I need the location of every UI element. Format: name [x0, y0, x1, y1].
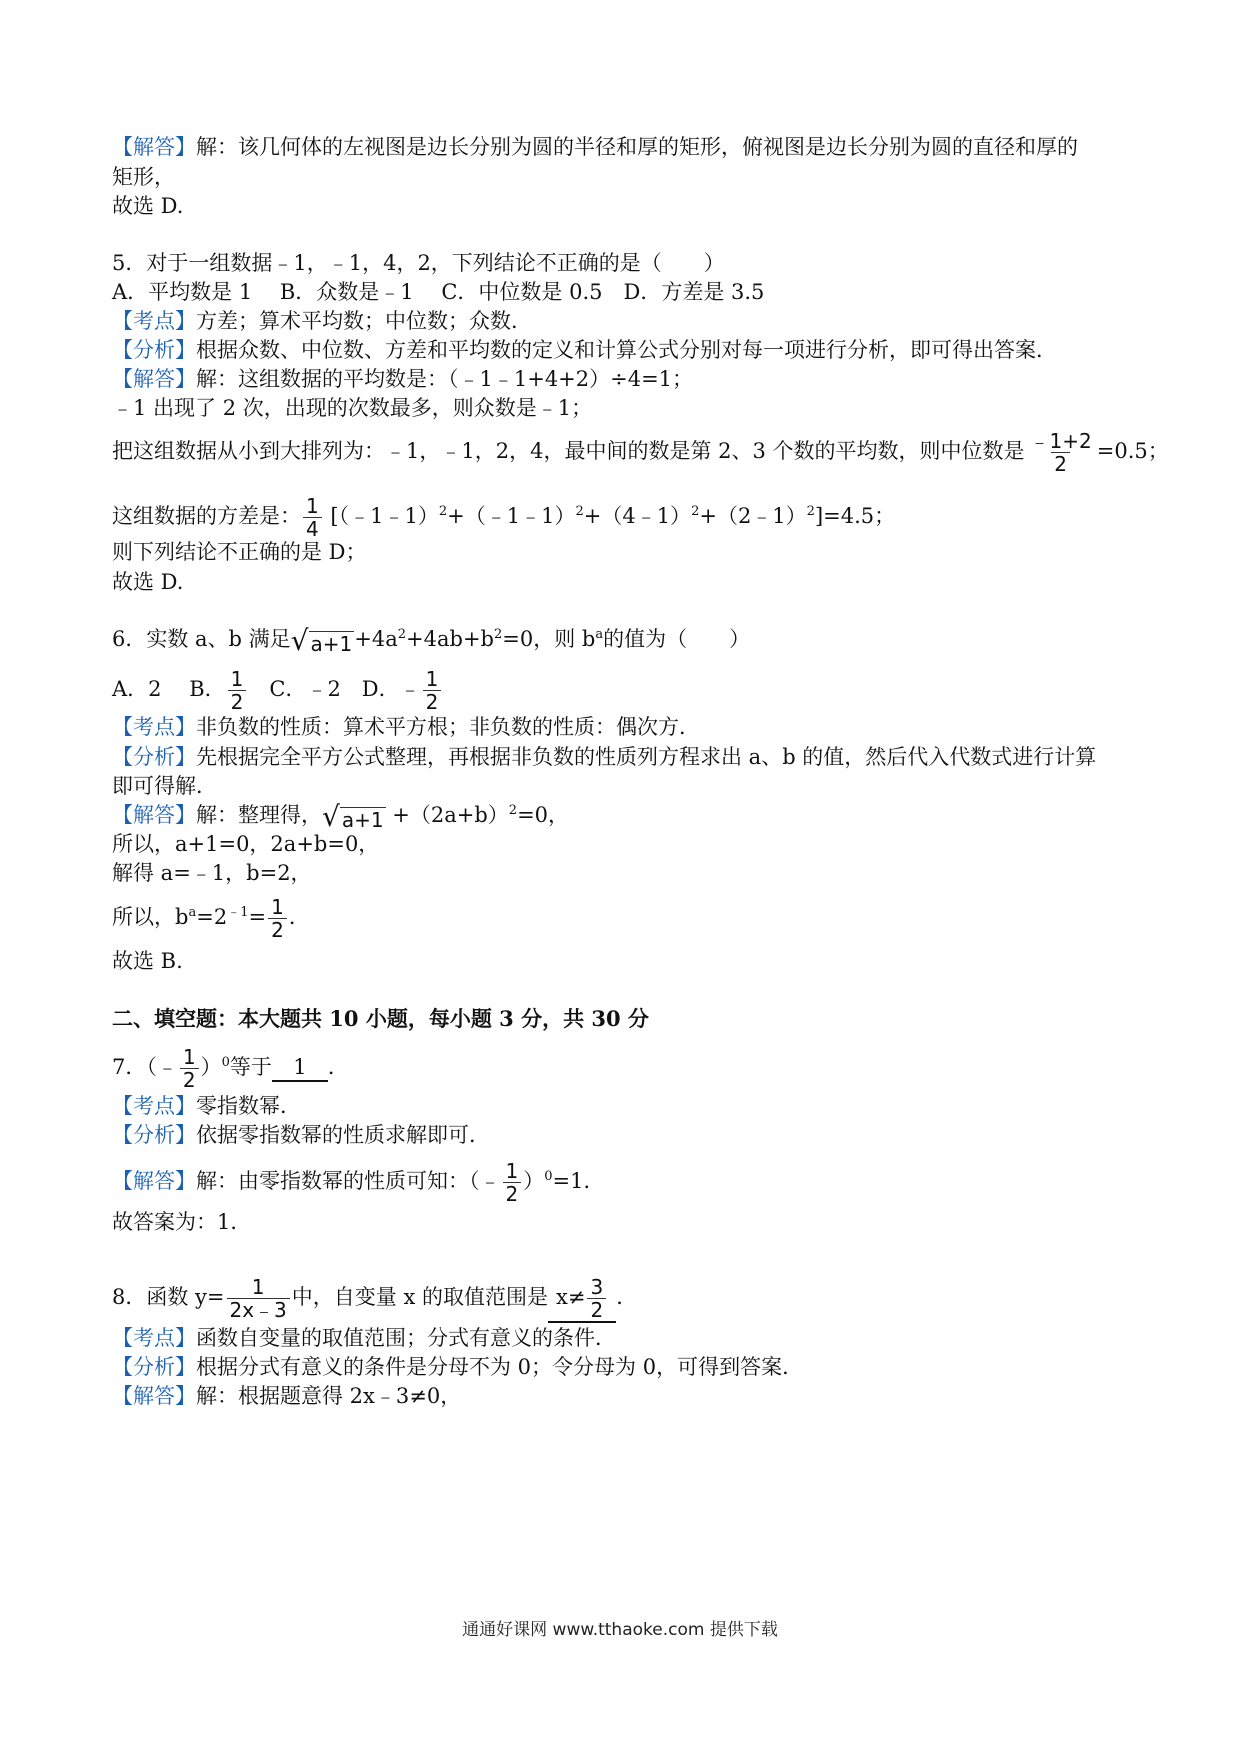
q5-kaodian: 【考点】方差；算术平均数；中位数；众数．: [112, 309, 532, 333]
page-footer: 通通好课网 www.tthaoke.com 提供下载: [462, 1620, 778, 1640]
q5-variance-line: 这组数据的方差是： $\frac{1}{4}$ [（﹣1﹣1）$^2$+（﹣1﹣1）$^2$+（4﹣1）$^2$+（2﹣1）$^2$]=4.5；: [112, 494, 896, 541]
q5-stem: 5．对于一组数据﹣1，﹣1，4，2，下列结论不正确的是（ ）: [112, 251, 725, 275]
half-fraction: $\frac{1}{2}$: [503, 1160, 522, 1205]
section-2-heading: 二、填空题：本大题共 10 小题，每小题 3 分，共 30 分: [112, 1006, 649, 1031]
q7-stem: 7．（﹣ $\frac{1}{2}$ ）$^0$等于 1 ．: [112, 1045, 349, 1092]
q8-jieda: 【解答】解：根据题意得 2x﹣3≠0，: [112, 1384, 462, 1408]
q8-stem: 8．函数 y= $\frac{1}{2x﹣3}$ 中，自变量 x 的取值范围是 x≠ $\frac{3}{2}$ ．: [112, 1275, 638, 1322]
median-fraction: $\frac{﹣1+2}{2}$: [1029, 429, 1092, 476]
quarter-fraction: $\frac{1}{4}$: [303, 495, 322, 540]
half-fraction: $\frac{1}{2}$: [180, 1046, 199, 1091]
half-fraction: $\frac{1}{2}$: [228, 668, 247, 713]
q6-kaodian: 【考点】非负数的性质：算术平方根；非负数的性质：偶次方．: [112, 715, 700, 739]
sqrt-expression: √ a+1: [290, 623, 353, 657]
half-fraction: $\frac{1}{2}$: [423, 668, 442, 713]
three-halves-fraction: $\frac{3}{2}$: [587, 1276, 606, 1321]
q7-jieda: 【解答】解：由零指数幂的性质可知：（﹣ $\frac{1}{2}$ ）$^0$=1．: [112, 1159, 605, 1206]
q5-fenxi: 【分析】根据众数、中位数、方差和平均数的定义和计算公式分别对每一项进行分析，即可得出答案．: [112, 338, 1057, 362]
q4-answer-line-1: 【解答】解：该几何体的左视图是边长分别为圆的半径和厚的矩形，俯视图是边长分别为圆的直径和厚的: [112, 135, 1078, 159]
q7-kaodian: 【考点】零指数幂．: [112, 1094, 301, 1118]
q5-options: A．平均数是 1 B．众数是﹣1 C．中位数是 0.5 D．方差是 3.5: [112, 280, 765, 304]
q6-stem: 6．实数 a、b 满足 √ a+1 $+4a^2+4ab+b^2=0$，则 $b^a$的值为（ ）: [112, 623, 751, 657]
q5-conclusion: 故选 D.: [112, 570, 184, 594]
q7-fenxi: 【分析】依据零指数幂的性质求解即可．: [112, 1123, 490, 1147]
q6-line-2: 所以，a+1=0，2a+b=0，: [112, 832, 380, 856]
q6-options: A．2 B． $\frac{1}{2}$ C．﹣2 D．﹣ $\frac{1}{2}$: [112, 668, 443, 713]
q7-answer-blank: 1: [272, 1054, 328, 1082]
half-fraction: $\frac{1}{2}$: [268, 896, 287, 941]
q5-jieda: 【解答】解：这组数据的平均数是：（﹣1﹣1+4+2）÷4=1；: [112, 367, 694, 391]
q5-median-line: 把这组数据从小到大排列为：﹣1，﹣1，2，4，最中间的数是第 2、3 个数的平均数，则中位数是 $\frac{﹣1+2}{2}$ =0.5；: [112, 429, 1169, 476]
q8-kaodian: 【考点】函数自变量的取值范围；分式有意义的条件．: [112, 1326, 616, 1350]
q4-answer-line-2: 矩形，: [112, 165, 175, 189]
answer-tag: 【解答】: [112, 135, 196, 159]
q8-fenxi: 【分析】根据分式有意义的条件是分母不为 0；令分母为 0，可得到答案．: [112, 1355, 804, 1379]
q8-answer-blank: x≠ $\frac{3}{2}$: [548, 1276, 616, 1323]
q6-fenxi-2: 即可得解．: [112, 774, 217, 798]
q5-mode-line: ﹣1 出现了 2 次，出现的次数最多，则众数是﹣1；: [112, 396, 593, 420]
q6-fenxi: 【分析】先根据完全平方公式整理，再根据非负数的性质列方程求出 a、b 的值，然后代入代数式进行计算: [112, 745, 1097, 769]
q6-line-4: 所以，$b^a=2^{﹣1}=$ $\frac{1}{2}$ ．: [112, 895, 310, 942]
q6-line-3: 解得 a=﹣1，b=2，: [112, 861, 312, 885]
q4-conclusion: 故选 D.: [112, 194, 184, 218]
q7-conclusion: 故答案为：1．: [112, 1210, 252, 1234]
function-fraction: $\frac{1}{2x﹣3}$: [227, 1276, 290, 1321]
q5-incorrect-line: 则下列结论不正确的是 D；: [112, 540, 367, 564]
q6-conclusion: 故选 B.: [112, 949, 183, 973]
q6-jieda: 【解答】解：整理得， √ a+1 $+(2a+b)^2=0$，: [112, 799, 570, 833]
sqrt-expression: √ a+1: [322, 799, 384, 833]
